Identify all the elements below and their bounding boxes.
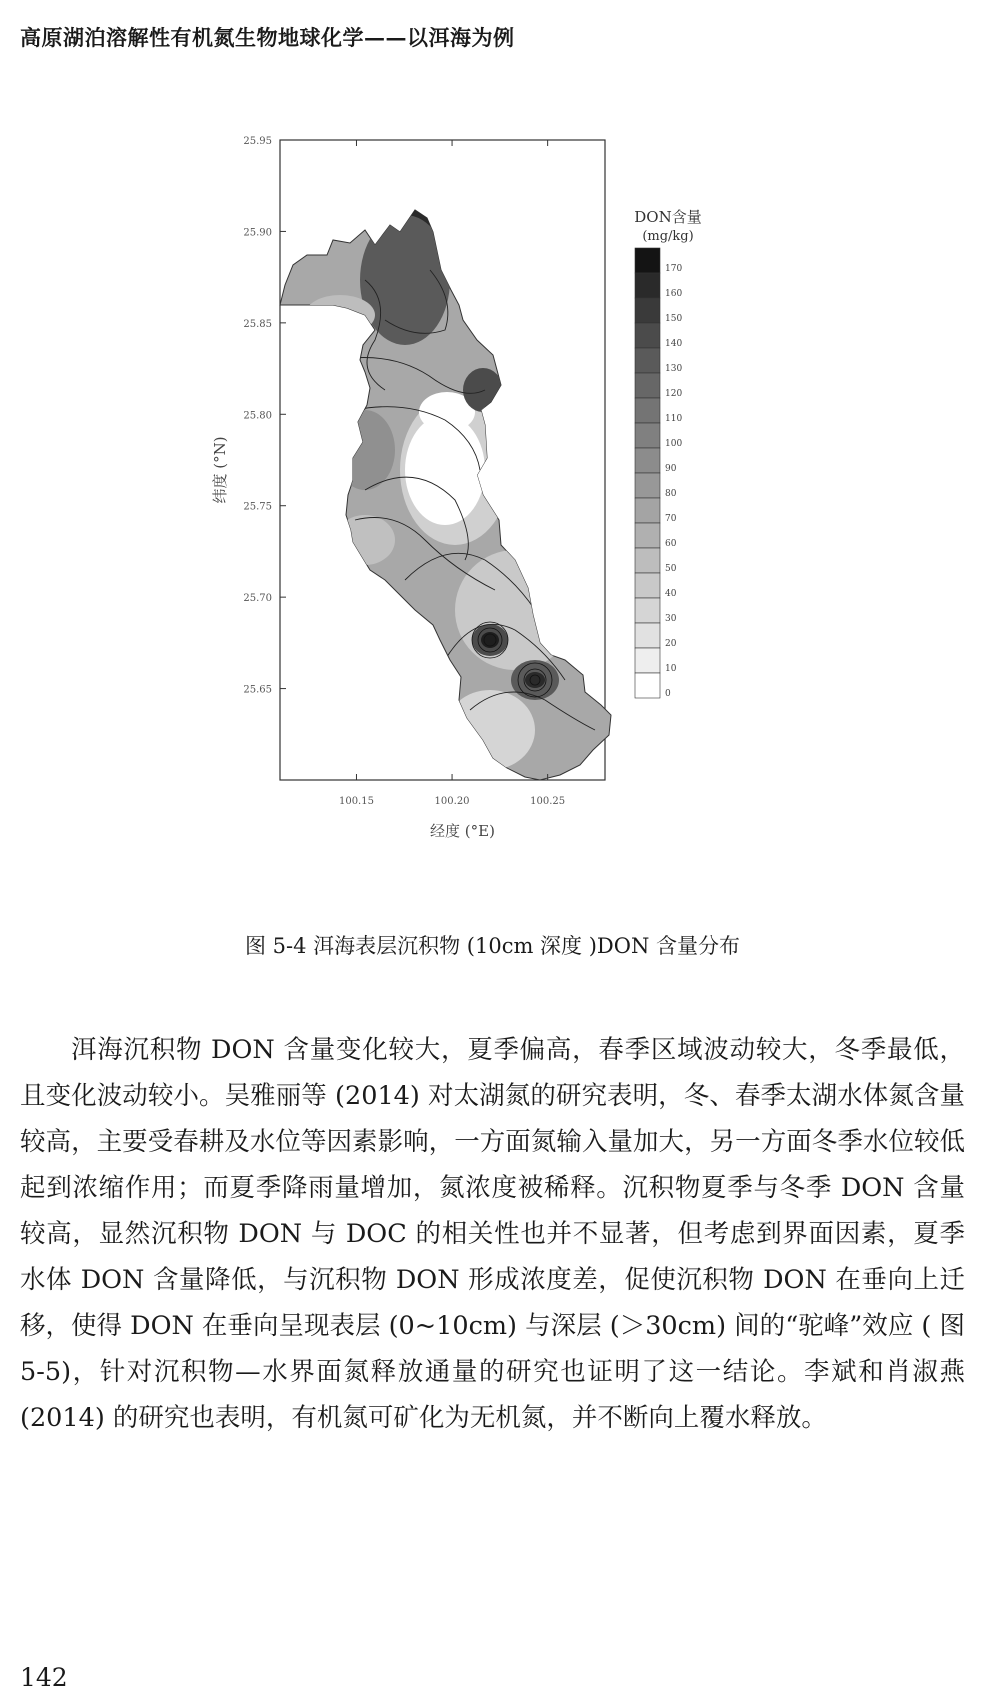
legend-swatch	[635, 323, 660, 348]
figure-5-4	[211, 136, 775, 910]
legend	[634, 208, 701, 699]
legend-swatch	[635, 448, 660, 473]
figure-caption: 图 5-4 洱海表层沉积物 (10cm 深度 )DON 含量分布	[244, 934, 741, 958]
y-tick-label: 25.80	[243, 410, 272, 422]
legend-title: DON含量	[634, 208, 702, 226]
legend-swatch	[635, 473, 660, 498]
paragraph: 洱海沉积物 DON 含量变化较大，夏季偏高，春季区域波动较大，冬季最低，且变化波动较小。吴雅丽等 (2014) 对太湖氮的研究表明，冬、春季太湖水体氮含量较高，主要受春耕及水位等因素影响，一方面氮输入量加大，另一方面冬季水位较低起到浓缩作用；而夏季降雨量增加，氮浓度被稀释。沉积物夏季与冬季 DON 含量较高，显然沉积物 DON 与 DOC 的相关性也并不显著，但考虑到界面因素，夏季水体 DON 含量降低，与沉积物 DON 形成浓度差，促使沉积物 DON 在垂向上迁移，使得 DON 在垂向呈现表层 (0~10cm) 与深层 (＞30cm) 间的“驼峰”效应 ( 图 5-5)，针对沉积物—水界面氮释放通量的研究也证明了这一结论。李斌和肖淑燕 (2014) 的研究也表明，有机氮可矿化为无机氮，并不断向上覆水释放。	[20, 1035, 965, 1433]
legend-swatch	[635, 373, 660, 398]
legend-level-label: 100	[665, 439, 683, 449]
legend-level-label: 130	[665, 364, 683, 374]
legend-swatch	[635, 548, 660, 573]
page-number: 142	[20, 1663, 68, 1692]
legend-level-label: 60	[665, 539, 677, 549]
x-tick-label: 100.25	[530, 796, 566, 807]
running-header: 高原湖泊溶解性有机氮生物地球化学——以洱海为例	[20, 25, 515, 50]
legend-level-label: 90	[665, 464, 677, 474]
legend-level-label: 120	[665, 389, 683, 399]
legend-level-label: 140	[665, 339, 683, 349]
legend-swatch	[635, 573, 660, 598]
don-contour-map	[211, 136, 775, 910]
x-tick-label: 100.15	[338, 796, 374, 807]
y-tick-label: 25.95	[243, 136, 272, 147]
y-axis-label: 纬度 (°N)	[211, 436, 229, 504]
y-tick-label: 25.75	[243, 501, 272, 513]
legend-swatch	[635, 498, 660, 523]
y-tick-label: 25.70	[243, 593, 272, 605]
legend-level-label: 150	[665, 314, 683, 324]
y-tick-label: 25.85	[243, 318, 272, 330]
legend-swatch	[635, 523, 660, 548]
contour-region	[525, 672, 545, 688]
body-text	[20, 1027, 965, 1441]
legend-level-label: 80	[665, 489, 677, 499]
legend-level-label: 70	[665, 514, 677, 524]
legend-swatch	[635, 673, 660, 698]
legend-swatch	[635, 348, 660, 373]
legend-level-label: 40	[665, 589, 677, 599]
legend-swatch	[635, 298, 660, 323]
legend-unit: (mg/kg)	[642, 229, 694, 244]
y-tick-label: 25.65	[243, 684, 272, 696]
legend-swatch	[635, 398, 660, 423]
x-tick-label: 100.20	[434, 796, 470, 807]
legend-level-label: 160	[665, 289, 683, 299]
legend-level-label: 0	[665, 689, 671, 699]
legend-swatch	[635, 648, 660, 673]
legend-level-label: 20	[665, 639, 677, 649]
legend-level-label: 170	[665, 264, 683, 274]
legend-level-label: 50	[665, 564, 677, 574]
legend-level-label: 30	[665, 614, 677, 624]
x-axis-label: 经度 (°E)	[430, 822, 495, 840]
legend-level-label: 10	[665, 664, 677, 674]
legend-swatch	[635, 598, 660, 623]
legend-swatch	[635, 423, 660, 448]
y-tick-label: 25.90	[243, 227, 272, 239]
legend-level-label: 110	[665, 414, 683, 424]
legend-swatch	[635, 623, 660, 648]
legend-swatch	[635, 248, 660, 273]
legend-swatch	[635, 273, 660, 298]
